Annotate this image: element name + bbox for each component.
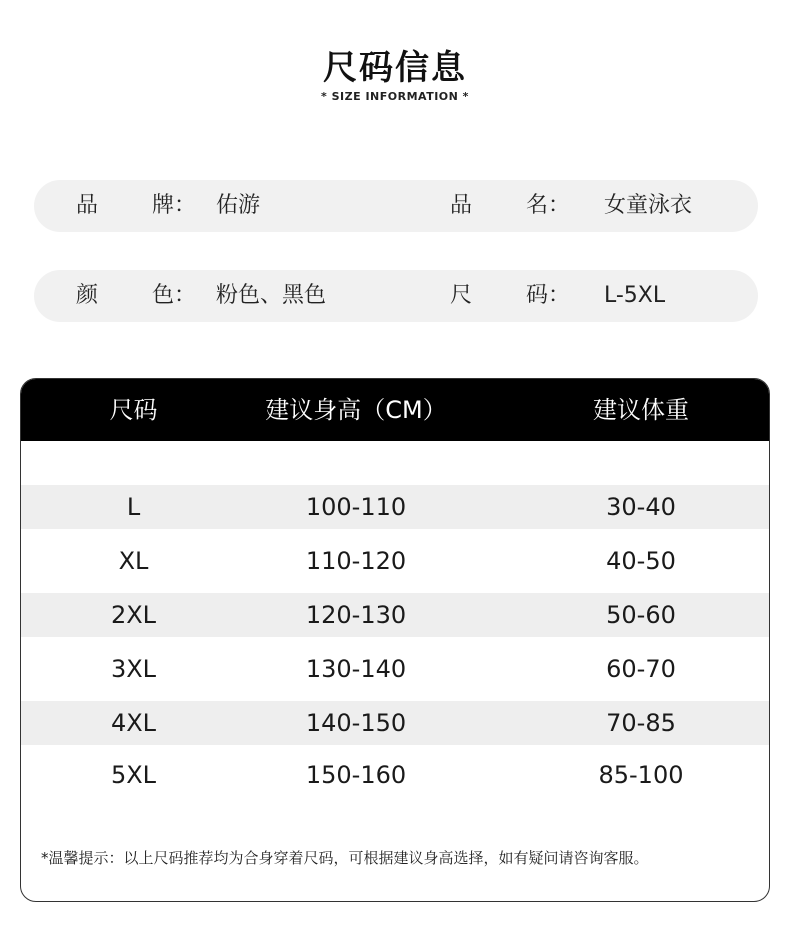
size-value: L-5XL: [604, 283, 666, 308]
size-label: 尺: [450, 283, 473, 308]
size-label-end: 码：: [526, 283, 571, 308]
cell-height: 110-120: [305, 547, 407, 575]
header-height: 建议身高（CM）: [265, 396, 447, 424]
brand-label-end: 牌：: [152, 193, 197, 218]
brand-value: 佑游: [216, 193, 261, 218]
product-name-label: 品: [450, 193, 473, 218]
table-row: [21, 753, 769, 797]
table-row: [21, 539, 769, 583]
product-name-value: 女童泳衣: [604, 193, 693, 218]
cell-weight: 85-100: [598, 761, 684, 789]
size-table: [20, 378, 770, 902]
cell-height: 150-160: [305, 761, 407, 789]
header-weight: 建议体重: [593, 396, 689, 424]
color-label: 颜: [76, 283, 99, 308]
header-size: 尺码: [109, 396, 158, 424]
cell-size: 3XL: [110, 655, 157, 683]
table-row: [21, 701, 769, 745]
info-row-brand-name: [34, 180, 758, 232]
cell-height: 100-110: [305, 493, 407, 521]
cell-weight: 30-40: [606, 493, 676, 521]
cell-size: 4XL: [110, 709, 157, 737]
cell-size: L: [126, 493, 141, 521]
table-header: [21, 379, 769, 441]
table-row: [21, 647, 769, 691]
cell-height: 120-130: [305, 601, 407, 629]
page-title: 尺码信息: [323, 48, 467, 88]
brand-label: 品: [76, 193, 99, 218]
size-tip-note: *温馨提示：以上尺码推荐均为合身穿着尺码，可根据建议身高选择，如有疑问请咨询客服。: [41, 849, 649, 867]
info-row-color-size: [34, 270, 758, 322]
product-name-label-end: 名：: [526, 193, 571, 218]
cell-weight: 40-50: [606, 547, 676, 575]
cell-size: 2XL: [110, 601, 157, 629]
cell-weight: 60-70: [606, 655, 676, 683]
cell-size: XL: [118, 547, 149, 575]
cell-weight: 50-60: [606, 601, 676, 629]
cell-height: 140-150: [305, 709, 407, 737]
cell-height: 130-140: [305, 655, 407, 683]
table-row: [21, 593, 769, 637]
color-label-end: 色：: [152, 283, 197, 308]
cell-size: 5XL: [110, 761, 157, 789]
page-subtitle: * SIZE INFORMATION *: [321, 90, 469, 103]
color-value: 粉色、黑色: [216, 283, 327, 308]
cell-weight: 70-85: [606, 709, 676, 737]
table-row: [21, 485, 769, 529]
